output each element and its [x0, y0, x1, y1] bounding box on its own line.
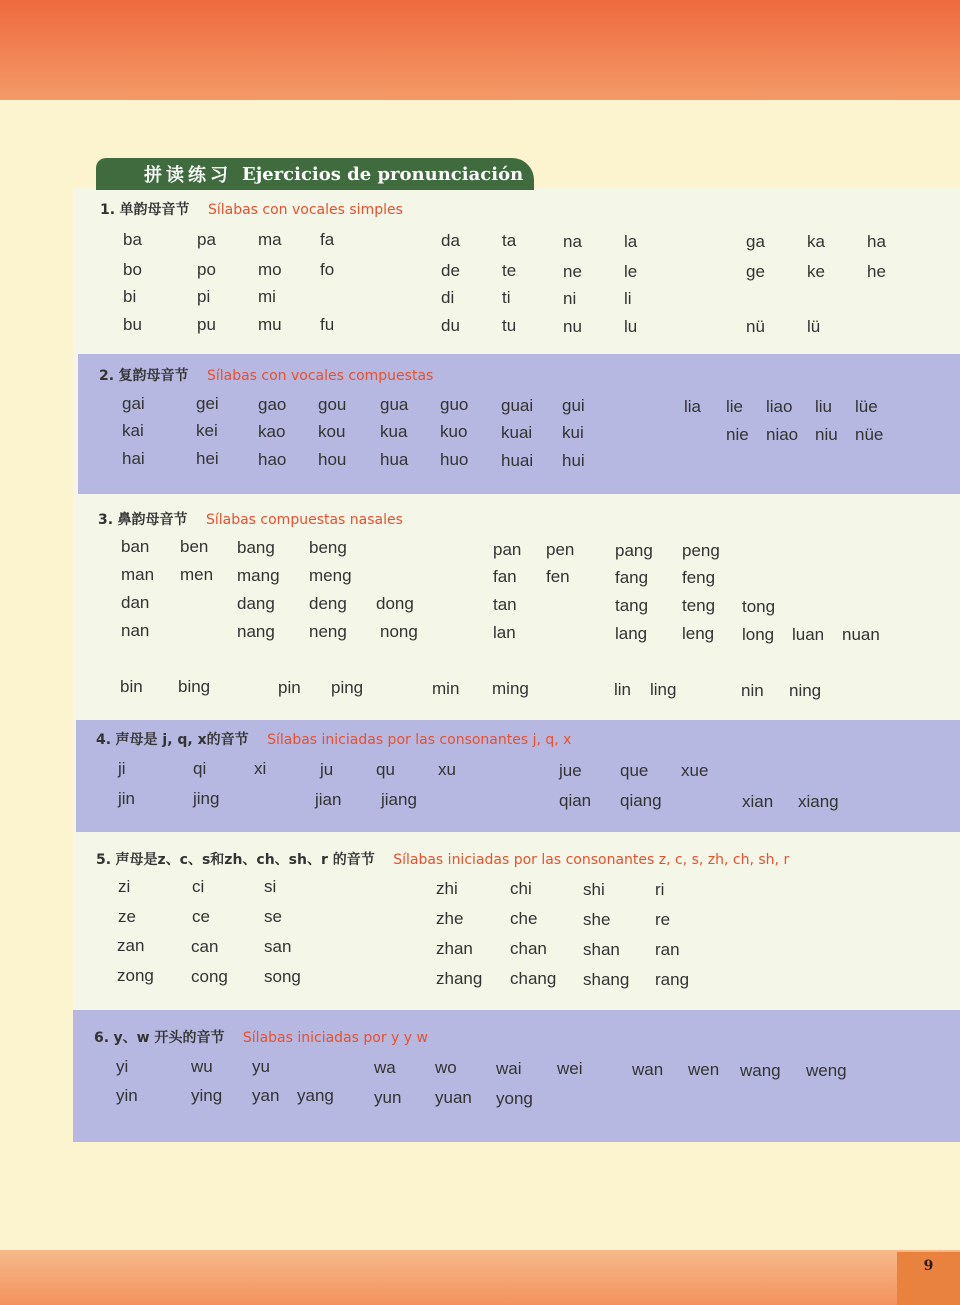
syllable: xian: [742, 792, 774, 811]
syllable: fa: [320, 230, 335, 249]
syllable: wan: [632, 1060, 664, 1079]
syllable: gui: [562, 396, 585, 415]
syllable: nie: [726, 425, 749, 444]
syllable: gei: [196, 394, 219, 413]
syllable: po: [197, 260, 216, 279]
syllable: min: [432, 679, 460, 698]
syllable: kuai: [501, 423, 533, 442]
syllable: san: [264, 937, 292, 956]
syllable: bi: [123, 287, 137, 306]
syllable: huo: [440, 450, 469, 469]
syllable: ha: [867, 232, 886, 251]
syllable: na: [563, 232, 582, 251]
top-decorative-band: [0, 0, 960, 100]
syllable: chi: [510, 879, 532, 898]
section-1-heading: [100, 199, 403, 219]
syllable: lüe: [855, 397, 878, 416]
syllable: mo: [258, 260, 282, 279]
syllable: bing: [178, 677, 211, 696]
syllable: man: [121, 565, 155, 584]
syllable: da: [441, 231, 460, 250]
section-title-es: Sílabas iniciadas por las consonantes z, c, s, zh, ch, sh, r: [393, 852, 790, 868]
syllable: zhe: [436, 909, 464, 928]
syllable: hai: [122, 449, 145, 468]
syllable: liao: [766, 397, 793, 416]
syllable: re: [655, 910, 671, 929]
section-number: 5.: [96, 852, 112, 868]
syllable: zhang: [436, 969, 483, 988]
syllable: chan: [510, 939, 547, 958]
syllable: kua: [380, 422, 408, 441]
section-number: 2.: [99, 368, 115, 384]
syllable: dang: [237, 594, 275, 613]
syllable: nü: [746, 317, 765, 336]
syllable: qu: [376, 760, 395, 779]
syllable: nu: [563, 317, 582, 336]
syllable: kao: [258, 422, 286, 441]
syllable: bin: [120, 677, 143, 696]
syllable: huai: [501, 451, 534, 470]
syllable: ju: [320, 760, 334, 779]
syllable: qiang: [620, 791, 662, 810]
syllable: jue: [559, 761, 582, 780]
syllable: li: [624, 289, 632, 308]
section-title-es: Sílabas compuestas nasales: [205, 512, 403, 528]
syllable: ji: [118, 759, 126, 778]
syllable: xi: [254, 759, 267, 778]
syllable: wo: [435, 1058, 457, 1077]
syllable: ti: [502, 288, 511, 307]
section-title-es: Sílabas con vocales simples: [207, 202, 403, 218]
page-number: 9: [897, 1252, 960, 1305]
syllable: hua: [380, 450, 409, 469]
section-5-heading: [96, 849, 789, 869]
syllable: ben: [180, 537, 209, 556]
syllable: wen: [688, 1060, 720, 1079]
syllable: can: [191, 937, 219, 956]
syllable: kou: [318, 422, 346, 441]
syllable: deng: [309, 594, 347, 613]
syllable: ze: [118, 907, 136, 926]
syllable: yang: [297, 1086, 334, 1105]
syllable: dong: [376, 594, 414, 613]
syllable: ci: [192, 877, 205, 896]
syllable: mang: [237, 566, 280, 585]
syllable: bu: [123, 315, 142, 334]
syllable: yuan: [435, 1088, 472, 1107]
syllable: gou: [318, 395, 347, 414]
syllable: du: [441, 316, 460, 335]
syllable: tong: [742, 597, 776, 616]
syllable: bo: [123, 260, 142, 279]
syllable: wai: [496, 1059, 522, 1078]
syllable: pan: [493, 540, 522, 559]
syllable: nin: [741, 681, 764, 700]
syllable: lin: [614, 680, 632, 699]
syllable: neng: [309, 622, 347, 641]
syllable: jing: [193, 789, 220, 808]
syllable: luan: [792, 625, 825, 644]
title-cn: 拼读练习: [144, 165, 232, 186]
syllable: lan: [493, 623, 516, 642]
syllable: ping: [331, 678, 364, 697]
syllable: weng: [806, 1061, 847, 1080]
syllable: yu: [252, 1057, 270, 1076]
syllable: kui: [562, 423, 584, 442]
syllable: wa: [374, 1058, 396, 1077]
syllable: hou: [318, 450, 347, 469]
syllable: mu: [258, 315, 282, 334]
syllable: yin: [116, 1086, 138, 1105]
syllable: yun: [374, 1088, 402, 1107]
syllable: peng: [682, 541, 720, 560]
section-number: 4.: [96, 732, 112, 748]
syllable: dan: [121, 593, 150, 612]
syllable: long: [742, 625, 775, 644]
syllable: bang: [237, 538, 275, 557]
syllable: mi: [258, 287, 276, 306]
syllable: zhi: [436, 879, 458, 898]
syllable: si: [264, 877, 277, 896]
syllable: zi: [118, 877, 131, 896]
syllable: se: [264, 907, 282, 926]
syllable: che: [510, 909, 538, 928]
syllable: jiang: [381, 790, 417, 809]
syllable: pen: [546, 540, 575, 559]
syllable: yi: [116, 1057, 129, 1076]
syllable: wang: [740, 1061, 781, 1080]
section-title-es: Sílabas iniciadas por las consonantes j, q, x: [267, 732, 572, 748]
syllable: ming: [492, 679, 529, 698]
syllable: guo: [440, 395, 469, 414]
syllable: tang: [615, 596, 649, 615]
syllable: kuo: [440, 422, 468, 441]
syllable: he: [867, 262, 886, 281]
syllable: hui: [562, 451, 585, 470]
section-title-es: Sílabas con vocales compuestas: [206, 368, 434, 384]
syllable: nüe: [855, 425, 884, 444]
syllable: de: [441, 261, 460, 280]
syllable: fan: [493, 567, 517, 586]
syllable: que: [620, 761, 649, 780]
syllable: fang: [615, 568, 649, 587]
syllable: rang: [655, 970, 690, 989]
syllable: xu: [438, 760, 456, 779]
syllable: zan: [117, 936, 145, 955]
syllable: qian: [559, 791, 592, 810]
syllable: hei: [196, 449, 219, 468]
syllable: gua: [380, 395, 409, 414]
syllable: nang: [237, 622, 275, 641]
syllable: tan: [493, 595, 517, 614]
syllable: wu: [191, 1057, 213, 1076]
exercise-title-tab: [96, 158, 534, 190]
syllable: fen: [546, 567, 570, 586]
syllable: song: [264, 967, 301, 986]
syllable: leng: [682, 624, 715, 643]
syllable: xue: [681, 761, 709, 780]
syllable: zong: [117, 966, 154, 985]
syllable: yan: [252, 1086, 280, 1105]
syllable: lang: [615, 624, 648, 643]
syllable: qi: [193, 759, 207, 778]
syllable: meng: [309, 566, 352, 585]
syllable: shan: [583, 940, 620, 959]
section-number: 3.: [98, 512, 114, 528]
syllable: ge: [746, 262, 765, 281]
syllable: liu: [815, 397, 833, 416]
syllable: gao: [258, 395, 287, 414]
syllable: wei: [557, 1059, 583, 1078]
section-title-cn: 单韵母音节: [119, 202, 190, 218]
syllable: la: [624, 232, 638, 251]
syllable: pi: [197, 287, 211, 306]
section-title-cn: 声母是z、c、s和zh、ch、sh、r 的音节: [115, 852, 375, 868]
syllable: ka: [807, 232, 825, 251]
title-es: Ejercicios de pronunciación: [242, 163, 524, 185]
syllable: te: [502, 261, 517, 280]
syllable: pang: [615, 541, 653, 560]
syllable: lia: [684, 397, 702, 416]
syllable: pu: [197, 315, 216, 334]
syllable: xiang: [798, 792, 839, 811]
syllable: kai: [122, 421, 144, 440]
syllable: ban: [121, 537, 150, 556]
syllable: chang: [510, 969, 557, 988]
syllable: guai: [501, 396, 534, 415]
syllable: ran: [655, 940, 680, 959]
syllable: nong: [380, 622, 418, 641]
syllable: beng: [309, 538, 347, 557]
syllable: kei: [196, 421, 218, 440]
syllable: ce: [192, 907, 210, 926]
syllable: jin: [118, 789, 136, 808]
section-number: 6.: [94, 1030, 110, 1046]
syllable: ba: [123, 230, 142, 249]
syllable: ni: [563, 289, 577, 308]
syllable: pa: [197, 230, 216, 249]
bottom-decorative-band: [0, 1250, 960, 1305]
section-3-heading: [98, 509, 403, 529]
syllable: ma: [258, 230, 282, 249]
section-title-es: Sílabas iniciadas por y y w: [242, 1030, 428, 1046]
syllable: ne: [563, 262, 582, 281]
syllable: pin: [278, 678, 301, 697]
syllable: niao: [766, 425, 799, 444]
section-2-heading: [99, 365, 433, 385]
section-title-cn: y、w 开头的音节: [113, 1030, 225, 1046]
section-4-heading: [96, 729, 571, 749]
syllable: ri: [655, 880, 665, 899]
syllable: zhan: [436, 939, 473, 958]
section-title-cn: 鼻韵母音节: [117, 512, 188, 528]
syllable: gai: [122, 394, 145, 413]
section-title-cn: 声母是 j, q, x的音节: [115, 732, 249, 748]
syllable: lu: [624, 317, 638, 336]
syllable: nuan: [842, 625, 880, 644]
syllable: shi: [583, 880, 605, 899]
syllable: nan: [121, 621, 150, 640]
syllable: niu: [815, 425, 838, 444]
syllable: shang: [583, 970, 630, 989]
syllable: lie: [726, 397, 744, 416]
syllable: yong: [496, 1089, 533, 1108]
syllable: feng: [682, 568, 716, 587]
syllable: teng: [682, 596, 716, 615]
syllable: ling: [650, 680, 677, 699]
syllable: le: [624, 262, 638, 281]
syllable: ying: [191, 1086, 223, 1105]
syllable: ning: [789, 681, 822, 700]
syllable: ga: [746, 232, 765, 251]
section-number: 1.: [100, 202, 116, 218]
syllable: men: [180, 565, 214, 584]
syllable: di: [441, 288, 455, 307]
section-6-heading: [94, 1027, 428, 1047]
syllable: fu: [320, 315, 335, 334]
syllable: lü: [807, 317, 821, 336]
syllable: cong: [191, 967, 228, 986]
syllable: jian: [315, 790, 342, 809]
syllable: she: [583, 910, 611, 929]
syllable: ta: [502, 231, 517, 250]
syllable: ke: [807, 262, 825, 281]
section-title-cn: 复韵母音节: [118, 368, 189, 384]
syllable: tu: [502, 316, 517, 335]
syllable: hao: [258, 450, 287, 469]
syllable: fo: [320, 260, 335, 279]
